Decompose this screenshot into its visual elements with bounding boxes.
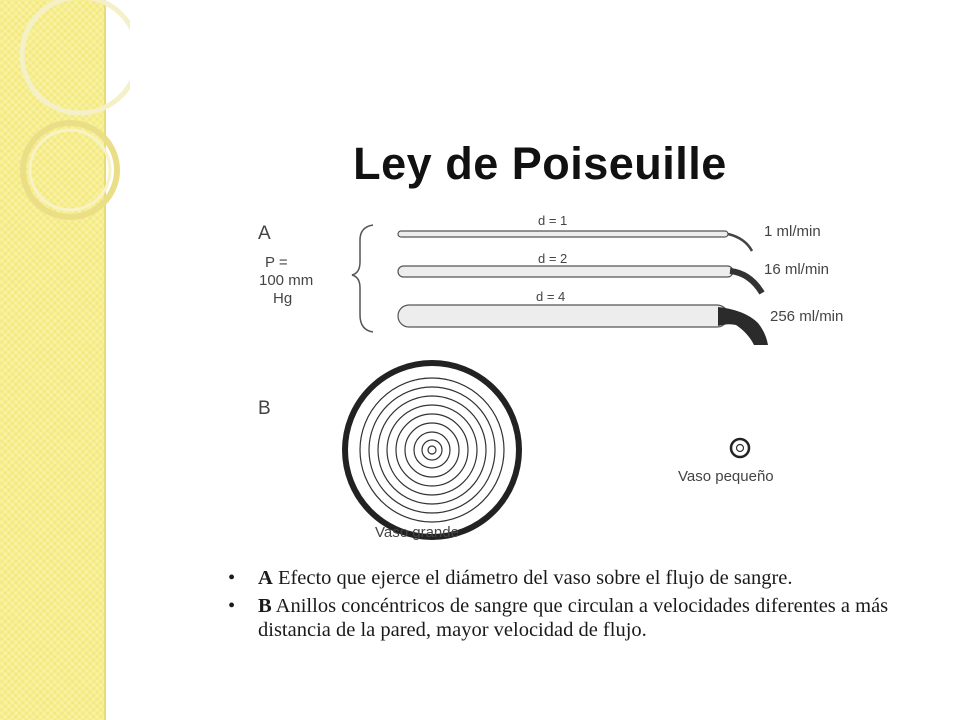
caption-b-key: B <box>258 595 272 617</box>
large-vessel-rings <box>345 363 519 537</box>
caption-list <box>228 566 928 646</box>
tube-large <box>398 305 728 327</box>
large-vessel-label: Vaso grande <box>375 524 459 541</box>
small-vessel-label: Vaso pequeño <box>678 468 774 485</box>
caption-b-text: Anillos concéntricos de sangre que circulan a velocidades diferentes a más distancia de la pared, mayor velocidad de flujo. <box>258 595 889 641</box>
caption-a-key: A <box>258 567 273 589</box>
tube-large-flow: 256 ml/min <box>770 308 844 325</box>
caption-item-a <box>228 566 928 590</box>
tube-large-diameter: d = 4 <box>536 289 566 304</box>
caption-item-b <box>228 594 928 642</box>
panel-b-letter: B <box>258 398 271 419</box>
pressure-brace <box>352 225 373 332</box>
tube-small-outflow <box>728 234 752 251</box>
tube-medium-flow: 16 ml/min <box>764 261 830 278</box>
bullet-symbol: • <box>228 567 236 589</box>
tube-small <box>398 231 728 237</box>
tube-medium-outflow <box>730 271 762 293</box>
pressure-label-line3: Hg <box>273 290 293 307</box>
poiseuille-diagram <box>240 205 900 550</box>
small-vessel-rings <box>731 439 749 457</box>
tube-small-diameter: d = 1 <box>538 213 568 228</box>
tube-large-outflow <box>718 307 768 345</box>
tube-medium <box>398 266 733 277</box>
slide-title: Ley de Poiseuille <box>353 138 727 189</box>
pressure-label-line2: 100 mm <box>259 272 314 289</box>
bullet-symbol: • <box>228 595 236 617</box>
tube-small-flow: 1 ml/min <box>764 223 821 240</box>
caption-a-text: Efecto que ejerce el diámetro del vaso sobre el flujo de sangre. <box>272 567 793 589</box>
panel-a-letter: A <box>258 223 271 244</box>
pressure-label-line1: P = <box>265 254 288 271</box>
tube-medium-diameter: d = 2 <box>538 251 568 266</box>
decorative-circles <box>0 0 130 260</box>
